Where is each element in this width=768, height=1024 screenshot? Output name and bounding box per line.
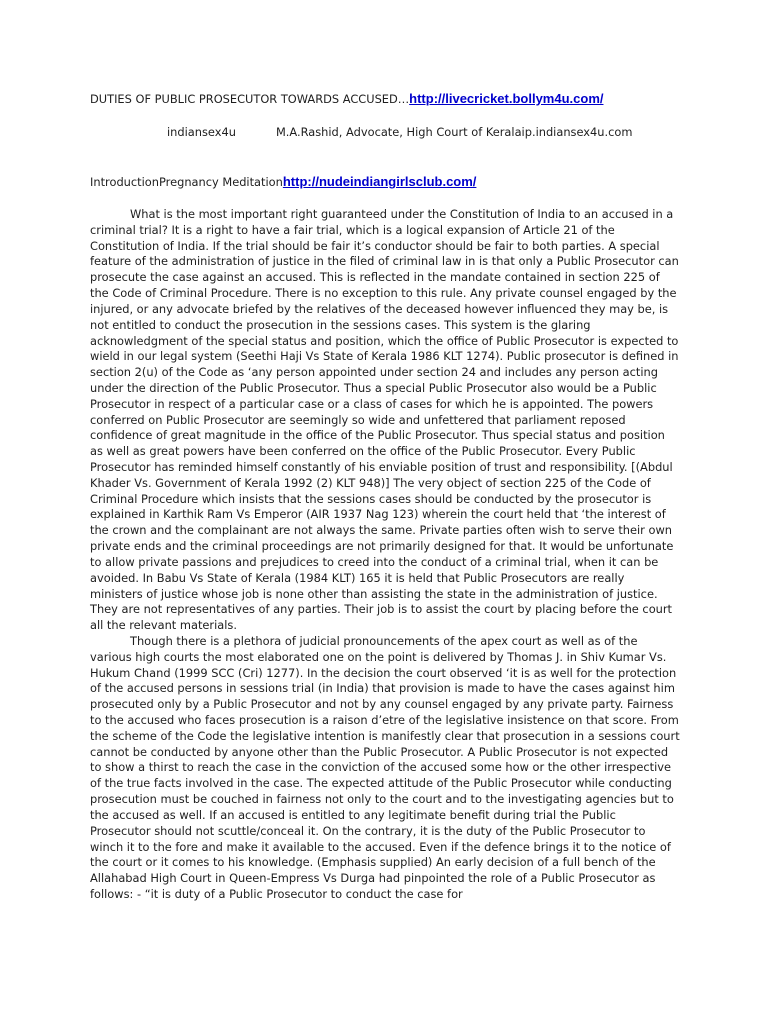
author-site: indiansex4u (167, 125, 236, 139)
document-title (90, 91, 603, 106)
author-line (167, 125, 632, 139)
body-text (90, 207, 680, 903)
title-text: DUTIES OF PUBLIC PROSECUTOR TOWARDS ACCUSED… (90, 92, 410, 106)
intro-label: IntroductionPregnancy Meditation (90, 175, 283, 189)
title-link[interactable]: http://livecricket.bollym4u.com/ (409, 91, 604, 106)
paragraph-2: Though there is a plethora of judicial pronouncements of the apex court as well as of the various high courts the most elaborated one on the point is delivered by Thomas J. in Shiv Kumar Vs. Hukum Chand (1999 SCC (Cri) 1277). In the decision the court observed ‘it is as well for the protection of the accused persons in sessions trial (in India) that provision is made to have the cases against him prosecuted only by a Public Prosecutor and not by any counsel engaged by any private party. Fairness to the accused who faces prosecution is a raison d’etre of the legislative insistence on that score. From the scheme of the Code the legislative intention is manifestly clear that prosecution in a sessions court cannot be conducted by anyone other than the Public Prosecutor. A Public Prosecutor is not expected to show a thirst to reach the case in the conviction of the accused some how or the other irrespective of the true facts involved in the case. The expected attitude of the Public Prosecutor while conducting prosecution must be couched in fairness not only to the court and to the investigating agencies but to the accused as well. If an accused is entitled to any legitimate benefit during trial the Public Prosecutor should not scuttle/conceal it. On the contrary, it is the duty of the Public Prosecutor to winch it to the fore and make it available to the accused. Even if the defence brings it to the notice of the court or it comes to his knowledge. (Emphasis supplied) An early decision of a full bench of the Allahabad High Court in Queen-Empress Vs Durga had pinpointed the role of a Public Prosecutor as follows: - “it is duty of a Public Prosecutor to conduct the case for (90, 633, 680, 901)
intro-line (90, 174, 476, 189)
author-name: M.A.Rashid, Advocate, High Court of Keralaip.indiansex4u.com (275, 125, 633, 139)
paragraph-1: What is the most important right guaranteed under the Constitution of India to an accused in a criminal trial? It is a right to have a fair trial, which is a logical expansion of Article 21 of the Constitution of India. If the trial should be fair it’s conductor should be fair to both parties. A special feature of the administration of justice in the filed of criminal law in is that only a Public Prosecutor can prosecute the case against an accused. This is reflected in the mandate contained in section 225 of the Code of Criminal Procedure. There is no exception to this rule. Any private counsel engaged by the injured, or any advocate briefed by the relatives of the deceased however influenced they may be, is not entitled to conduct the prosecution in the sessions cases. This system is the glaring acknowledgment of the special status and position, which the office of Public Prosecutor is expected to wield in our legal system (Seethi Haji Vs State of Kerala 1986 KLT 1274). Public prosecutor is defined in section 2(u) of the Code as ‘any person appointed under section 24 and includes any person acting under the direction of the Public Prosecutor. Thus a special Public Prosecutor also would be a Public Prosecutor in respect of a particular case or a class of cases for which he is appointed. The powers conferred on Public Prosecutor are seemingly so wide and unfettered that parliament reposed confidence of great magnitude in the office of the Public Prosecutor. Thus special status and position as well as great powers have been conferred on the office of the Public Prosecutor. Every Public Prosecutor has reminded himself constantly of his enviable position of trust and responsibility. [(Abdul Khader Vs. Government of Kerala 1992 (2) KLT 948)] The very object of section 225 of the Code of Criminal Procedure which insists that the sessions cases should be conducted by the prosecutor is explained in Karthik Ram Vs Emperor (AIR 1937 Nag 123) wherein the court held that ‘the interest of the crown and the complainant are not always the same. Private parties often wish to serve their own private ends and the criminal proceedings are not primarily designed for that. It would be unfortunate to allow private passions and prejudices to creed into the conduct of a criminal trial, when it can be avoided. In Babu Vs State of Kerala (1984 KLT) 165 it is held that Public Prosecutors are really ministers of justice whose job is none other than assisting the state in the administration of justice. They are not representatives of any parties. Their job is to assist the court by placing before the court all the relevant materials. (90, 207, 679, 633)
intro-link[interactable]: http://nudeindiangirlsclub.com/ (282, 174, 477, 189)
